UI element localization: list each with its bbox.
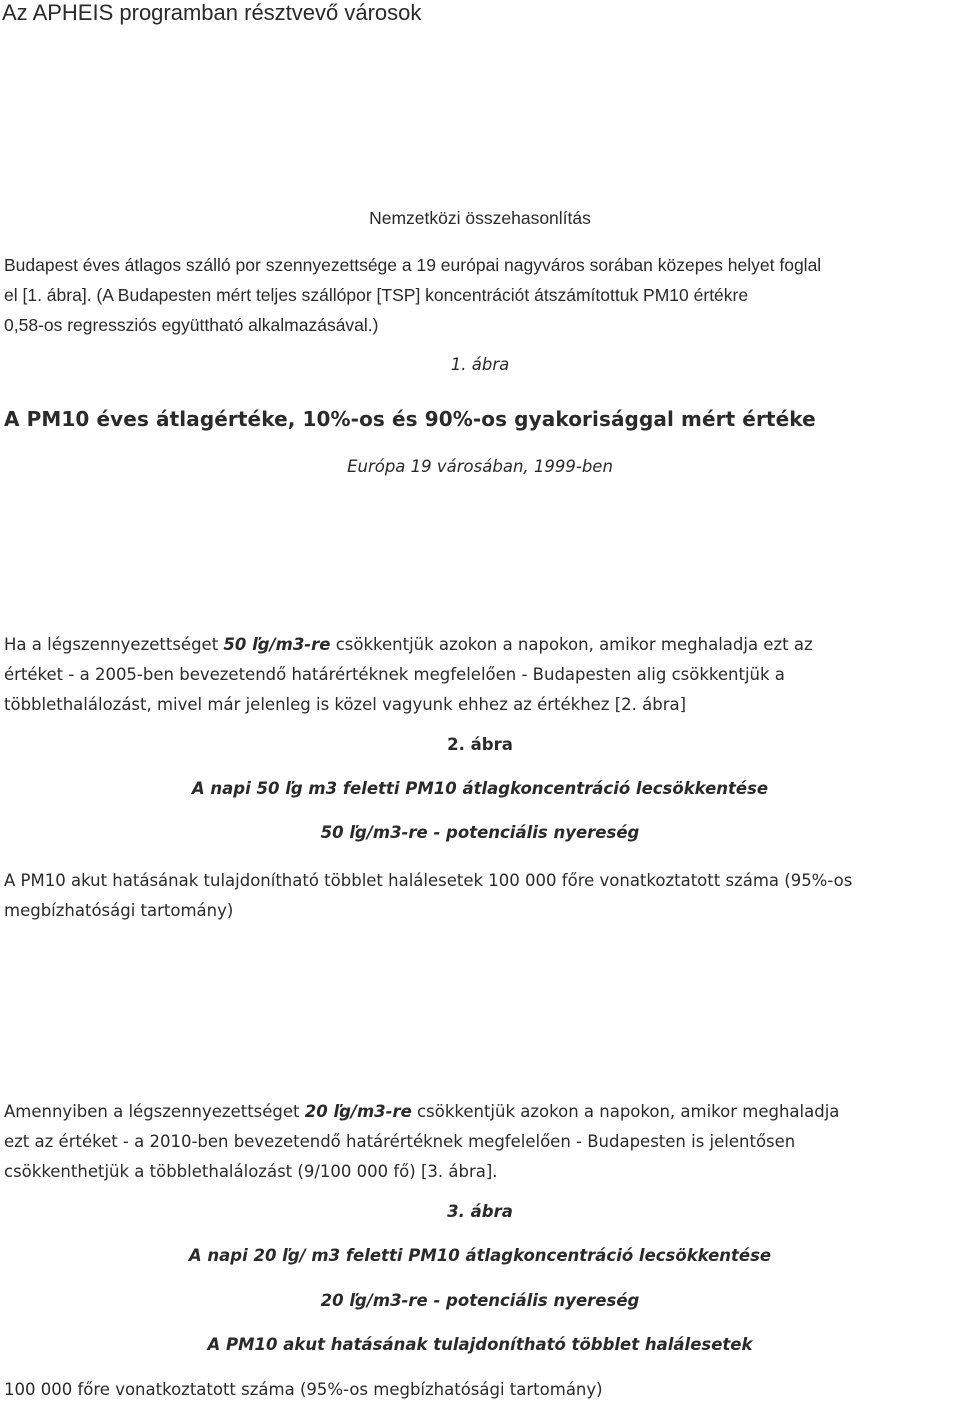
figure2-caption-line: megbízhatósági tartomány) (4, 901, 234, 920)
figure2-title: A napi 50 ľg m3 feletti PM10 átlagkoncentráció lecsökkentése (191, 779, 769, 798)
section3-line: Amennyiben a légszennyezettséget 20 ľg/m3-re csökkentjük azokon a napokon, amikor meghaladja (4, 1102, 840, 1121)
section-heading-comparison: Nemzetközi összehasonlítás (369, 208, 591, 228)
threshold-50-emphasis: 50 ľg/m3-re (223, 635, 331, 654)
section3-line: ezt az értéket - a 2010-ben bevezetendő határértéknek megfelelően - Budapesten is jelentősen (4, 1132, 796, 1151)
section3-line: csökkenthetjük a többlethalálozást (9/100 000 fő) [3. ábra]. (4, 1162, 498, 1181)
figure2-caption (4, 866, 956, 926)
figure2-subtitle: 50 ľg/m3-re - potenciális nyereség (320, 823, 640, 842)
figure3-title: A napi 20 ľg/ m3 feletti PM10 átlagkoncentráció lecsökkentése (188, 1246, 772, 1265)
section2-line: értéket - a 2005-ben bevezetendő határértéknek megfelelően - Budapesten alig csökkentjük a (4, 665, 785, 684)
figure2-label: 2. ábra (447, 735, 513, 754)
figure3-subtitle-secondary: A PM10 akut hatásának tulajdonítható többlet halálesetek (207, 1335, 753, 1354)
figure3-label: 3. ábra (447, 1202, 513, 1221)
figure2-caption-line: A PM10 akut hatásának tulajdonítható többlet halálesetek 100 000 főre vonatkoztatott száma (95%-os (4, 871, 853, 890)
section2-paragraph (4, 630, 956, 720)
section3-paragraph (4, 1097, 956, 1187)
intro-paragraph-line: 0,58-os regressziós együttható alkalmazásával.) (4, 315, 379, 335)
figure1-subtitle: Európa 19 városában, 1999-ben (347, 457, 613, 476)
figure1-label: 1. ábra (450, 355, 510, 374)
intro-paragraph (4, 250, 956, 340)
page-title: Az APHEIS programban résztvevő városok (2, 0, 422, 25)
figure1-title: A PM10 éves átlagértéke, 10%-os és 90%-os gyakorisággal mért értéke (4, 407, 816, 431)
intro-paragraph-line: el [1. ábra]. (A Budapesten mért teljes szállópor [TSP] koncentrációt átszámítottuk PM10 értékre (4, 285, 749, 305)
figure3-caption: 100 000 főre vonatkoztatott száma (95%-os megbízhatósági tartomány) (4, 1380, 603, 1399)
section2-line: Ha a légszennyezettséget 50 ľg/m3-re csökkentjük azokon a napokon, amikor meghaladja ezt az (4, 635, 813, 654)
threshold-20-emphasis: 20 ľg/m3-re (304, 1102, 412, 1121)
figure3-subtitle: 20 ľg/m3-re - potenciális nyereség (320, 1291, 640, 1310)
intro-paragraph-line: Budapest éves átlagos szálló por szennyezettsége a 19 európai nagyváros sorában közepes helyet foglal (4, 255, 822, 275)
section2-line: többlethalálozást, mivel már jelenleg is közel vagyunk ehhez az értékhez [2. ábra] (4, 695, 687, 714)
